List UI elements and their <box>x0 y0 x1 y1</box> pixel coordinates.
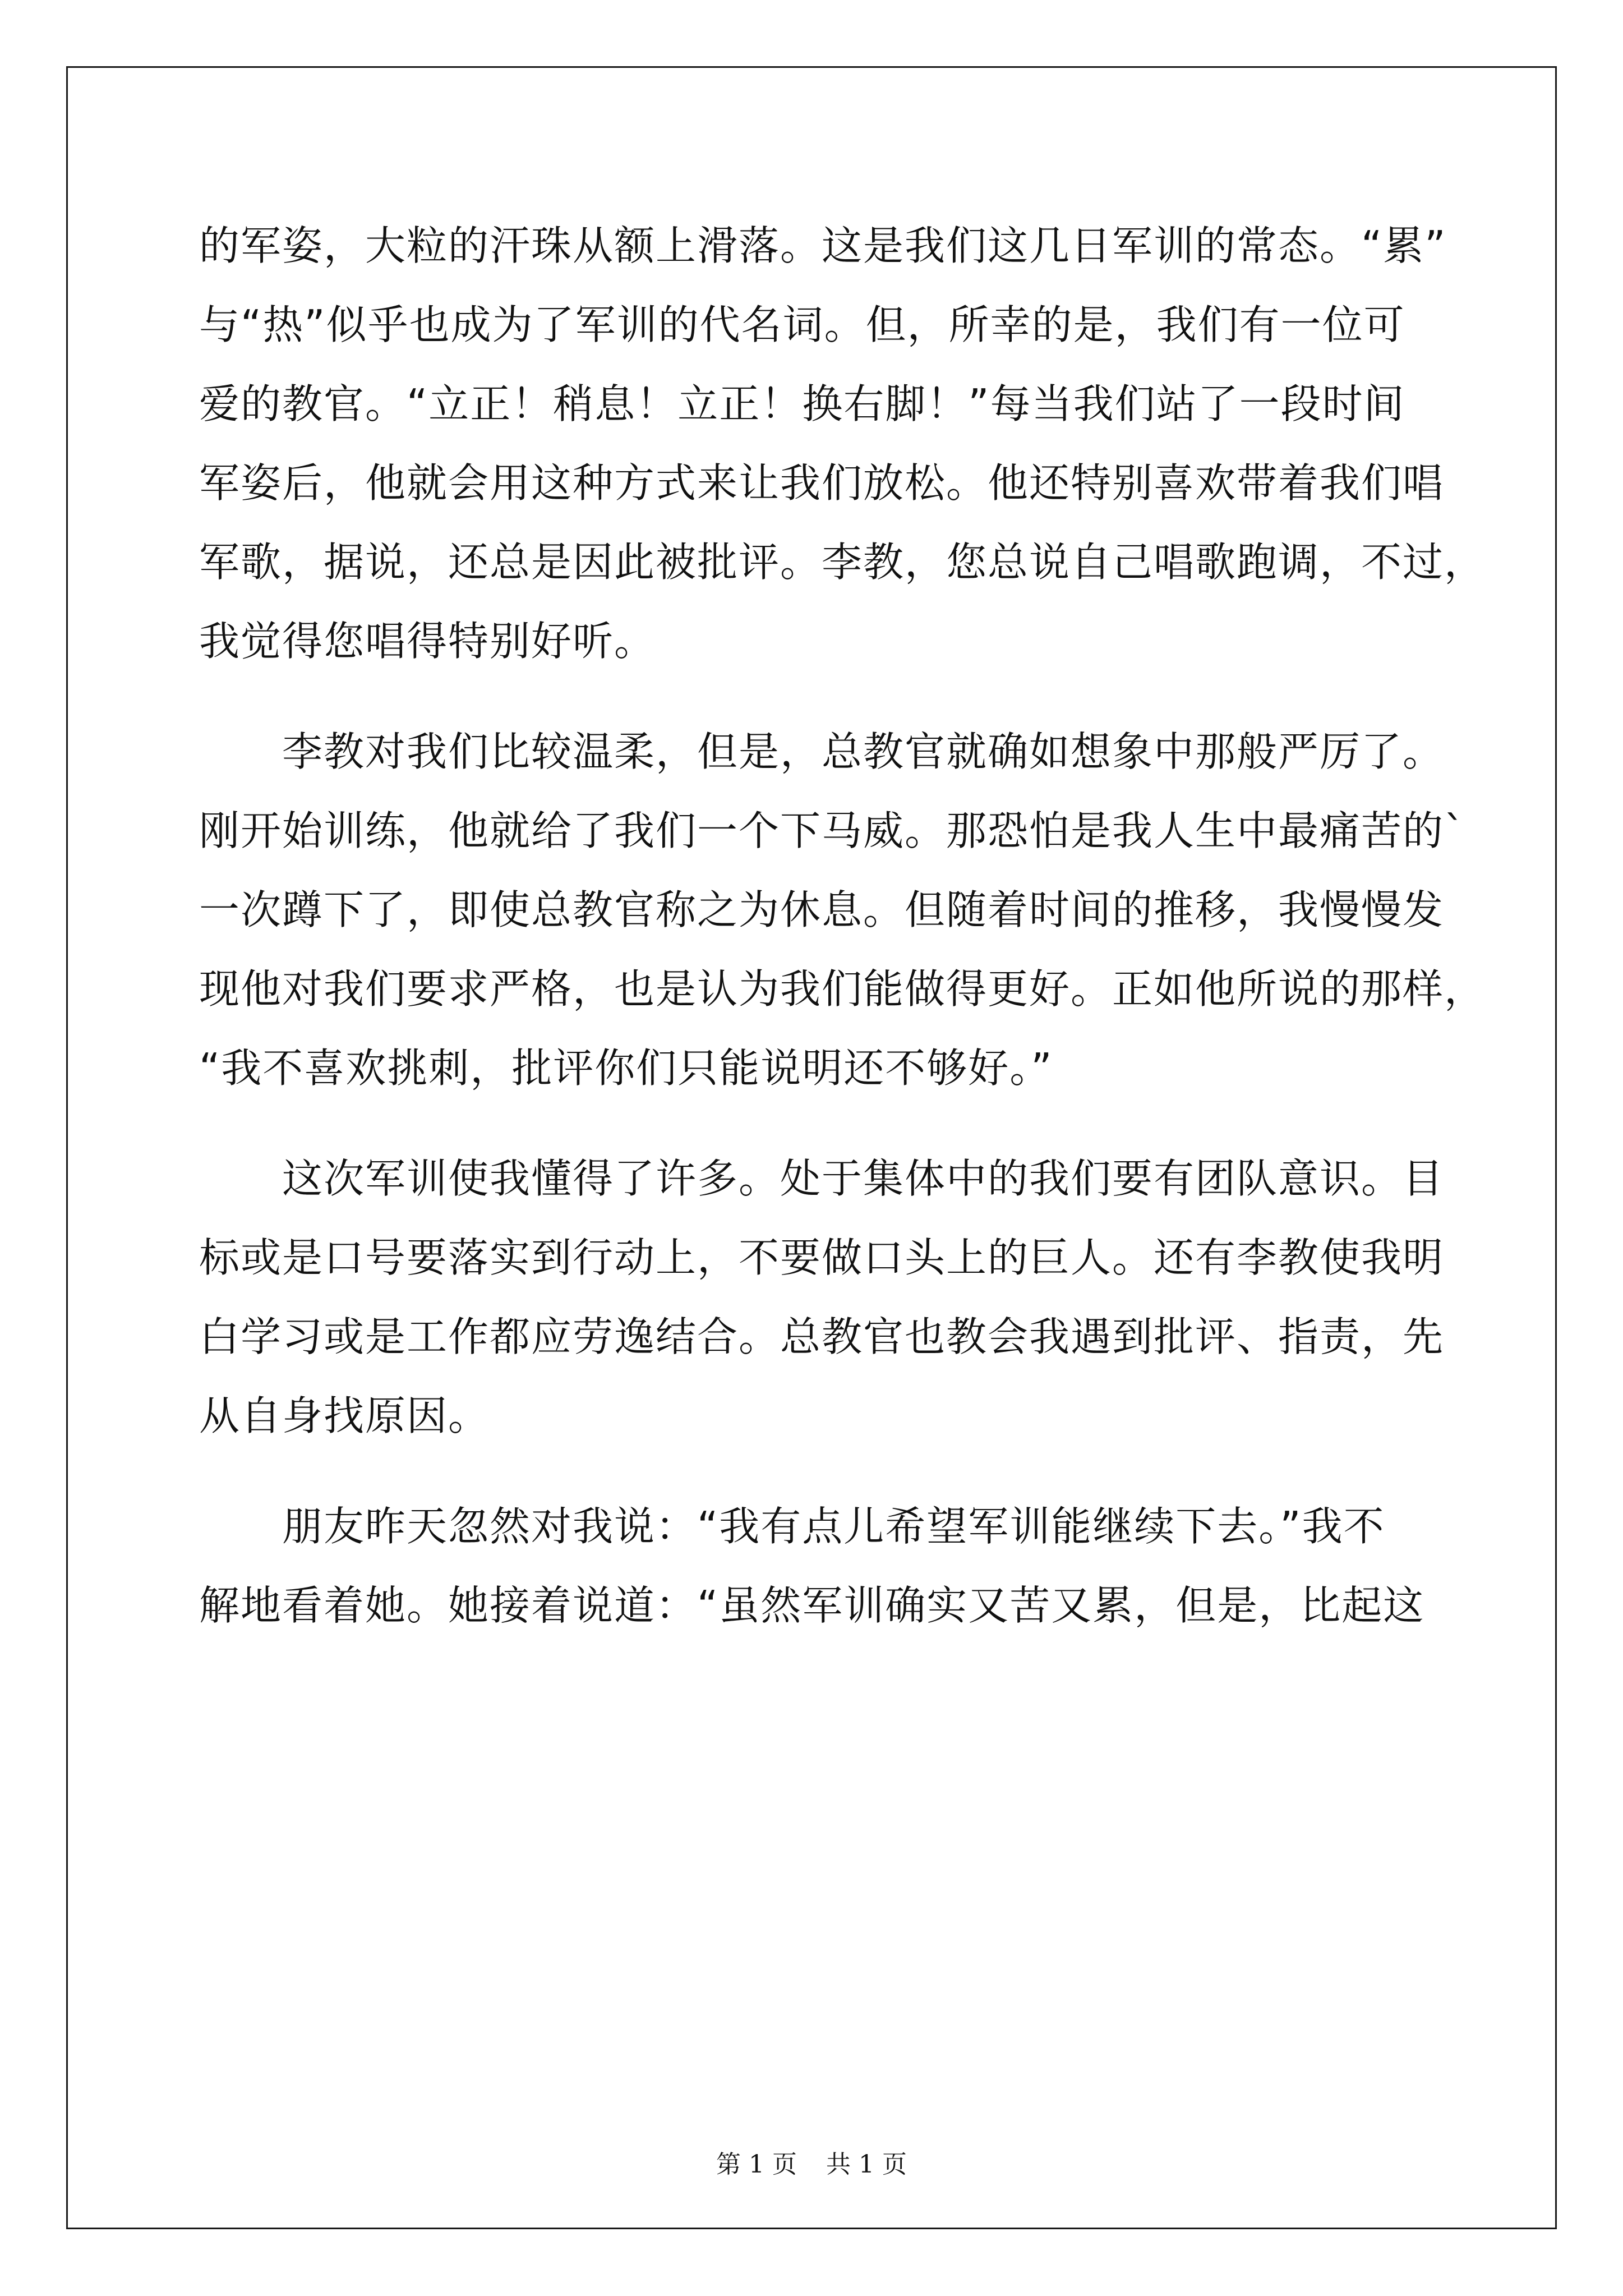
text-line: 刚开始训练，他就给了我们一个下马威。那恐怕是我人生中最痛苦的` <box>199 807 1466 854</box>
text-line: 我觉得您唱得特别好听。 <box>199 618 656 665</box>
text-line: 的军姿，大粒的汗珠从额上滑落。这是我们这几日军训的常态。“累” <box>199 222 1447 269</box>
text-line: 标或是口号要落实到行动上，不要做口头上的巨人。还有李教使我明 <box>199 1234 1445 1281</box>
page-number: 第 1 页 <box>716 2150 797 2179</box>
page-footer <box>0 2144 1623 2180</box>
text-line: 爱的教官。“立正！稍息！立正！换右脚！”每当我们站了一段时间 <box>199 380 1405 427</box>
paragraph-first-line: 李教对我们比较温柔，但是，总教官就确如想象中那般严厉了。 <box>282 728 1445 775</box>
text-line: “我不喜欢挑刺，批评你们只能说明还不够好。” <box>199 1045 1053 1092</box>
text-line: 白学习或是工作都应劳逸结合。总教官也教会我遇到批评、指责，先 <box>199 1313 1445 1360</box>
paragraph-first-line: 朋友昨天忽然对我说：“我有点儿希望军训能继续下去。”我不 <box>282 1503 1385 1550</box>
page-total: 共 1 页 <box>826 2150 907 2179</box>
text-line: 一次蹲下了，即使总教官称之为休息。但随着时间的推移，我慢慢发 <box>199 886 1445 933</box>
paragraph-first-line: 这次军训使我懂得了许多。处于集体中的我们要有团队意识。目 <box>282 1155 1445 1202</box>
text-line: 现他对我们要求严格，也是认为我们能做得更好。正如他所说的那样， <box>199 965 1486 1013</box>
text-line: 与“热”似乎也成为了军训的代名词。但，所幸的是，我们有一位可 <box>199 301 1405 348</box>
text-line: 军姿后，他就会用这种方式来让我们放松。他还特别喜欢带着我们唱 <box>199 459 1445 507</box>
text-line: 从自身找原因。 <box>199 1392 490 1439</box>
text-line: 军歌，据说，还总是因此被批评。李教，您总说自己唱歌跑调，不过， <box>199 539 1486 586</box>
text-line: 解地看着她。她接着说道：“虽然军训确实又苦又累，但是，比起这 <box>199 1582 1425 1629</box>
document-body <box>199 206 1486 1645</box>
